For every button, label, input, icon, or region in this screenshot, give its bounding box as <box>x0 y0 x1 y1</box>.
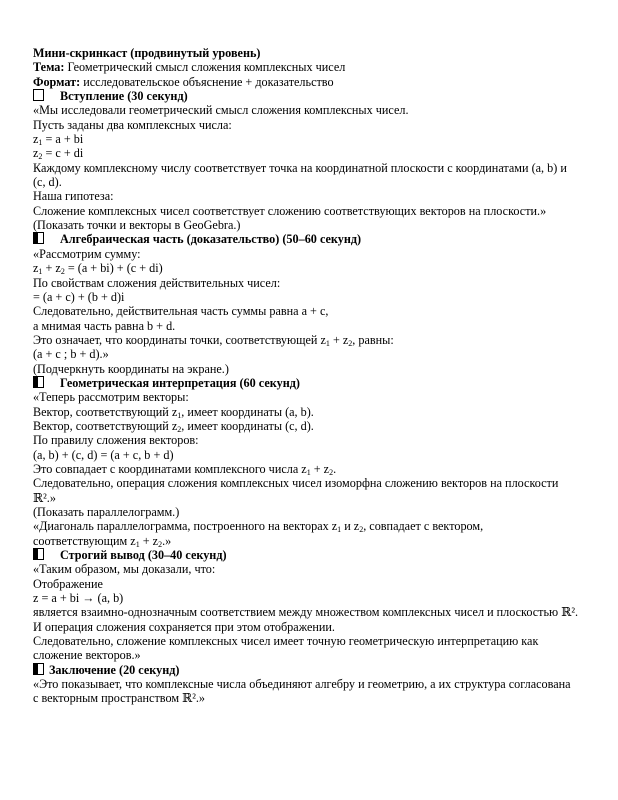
box-outline-icon <box>33 89 44 101</box>
text-line: По свойствам сложения действительных чисел: <box>33 275 281 290</box>
text-line: а мнимая часть равна b + d. <box>33 318 176 333</box>
text-line: является взаимно-однозначным соответствием между множеством комплексных чисел и плоскостью ℝ². <box>33 605 579 620</box>
text-line: (Показать параллелограмм.) <box>33 505 180 519</box>
text-line: = (a + c) + (b + d)i <box>33 289 125 304</box>
text-line: (Показать точки и векторы в GeoGebra.) <box>33 218 241 233</box>
box-left-fill-icon <box>33 663 44 675</box>
text-line: (a, b) + (c, d) = (a + c, b + d) <box>33 447 174 462</box>
text-line: Следовательно, сложение комплексных чисел имеет точную геометрическую интерпретацию как <box>33 634 539 649</box>
text-line: Это означает, что координаты точки, соответствующей $z_1 + z_2$, равны: <box>33 332 394 348</box>
box-left-fill-icon <box>33 548 44 560</box>
text-line: Это совпадает с координатами комплексного числа $z_1 + z_2$. <box>33 461 337 477</box>
text-line: «Мы исследовали геометрический смысл сложения комплексных чисел. <box>33 103 409 118</box>
section-heading: Алгебраическая часть (доказательство) (50–60 секунд) <box>33 232 594 246</box>
text-line: (Подчеркнуть координаты на экране.) <box>33 361 229 376</box>
text-line: с векторным пространством ℝ².» <box>33 691 206 706</box>
text-line: (c, d). <box>33 175 62 190</box>
text-line: Мини-скринкаст (продвинутый уровень) <box>33 46 261 60</box>
text-line: «Диагональ параллелограмма, построенного на векторах $z_1$ и $z_2$, совпадает с вектором, <box>33 519 484 535</box>
text-line: Следовательно, операция сложения комплексных чисел изоморфна сложению векторов на плоскости <box>33 476 559 491</box>
text-line: И операция сложения сохраняется при этом отображении. <box>33 619 335 634</box>
text-line: Тема: Геометрический смысл сложения комплексных чисел <box>33 60 346 75</box>
text-line: «Таким образом, мы доказали, что: <box>33 562 216 577</box>
text-line: «Рассмотрим сумму: <box>33 246 141 261</box>
text-line: $z_1 + z_2 = (a + bi) + (c + di)$ <box>33 261 163 277</box>
document-lines <box>33 46 594 706</box>
text-line: ℝ².» <box>33 490 56 505</box>
text-line: сложение векторов.» <box>33 648 141 663</box>
text-line: Формат: исследовательское объяснение + доказательство <box>33 74 334 89</box>
text-line: $z_2 = c$ + di <box>33 146 84 162</box>
text-line: z = a + bi → (a, b) <box>33 591 124 606</box>
section-heading: Вступление (30 секунд) <box>33 89 594 103</box>
box-left-fill-icon <box>33 232 44 244</box>
text-line: Наша гипотеза: <box>33 189 114 204</box>
text-line: Каждому комплексному числу соответствует точка на координатной плоскости с координатами (a, b) и <box>33 160 567 175</box>
text-line: «Теперь рассмотрим векторы: <box>33 390 189 405</box>
text-line: Следовательно, действительная часть суммы равна a + c, <box>33 304 329 319</box>
section-heading: Строгий вывод (30–40 секунд) <box>33 548 594 562</box>
text-line: соответствующим $z_1 + z_2$.» <box>33 533 172 549</box>
section-heading: Геометрическая интерпретация (60 секунд) <box>33 376 594 390</box>
text-line: $z_1 = a$ + bi <box>33 132 84 148</box>
text-line: (a + c ; b + d).» <box>33 347 109 362</box>
text-line: По правилу сложения векторов: <box>33 433 199 448</box>
text-line: «Это показывает, что комплексные числа объединяют алгебру и геометрию, а их структура согласована <box>33 677 571 692</box>
text-line: Сложение комплексных чисел соответствует сложению соответствующих векторов на плоскости.» <box>33 203 547 218</box>
section-heading: Заключение (20 секунд) <box>33 663 594 677</box>
box-left-fill-icon <box>33 376 44 388</box>
text-line: Вектор, соответствующий $z_2$, имеет координаты (c, d). <box>33 418 314 434</box>
text-line: Вектор, соответствующий $z_1$, имеет координаты (a, b). <box>33 404 314 420</box>
text-line: Пусть заданы два комплексных числа: <box>33 117 232 132</box>
text-line: Отображение <box>33 576 103 591</box>
